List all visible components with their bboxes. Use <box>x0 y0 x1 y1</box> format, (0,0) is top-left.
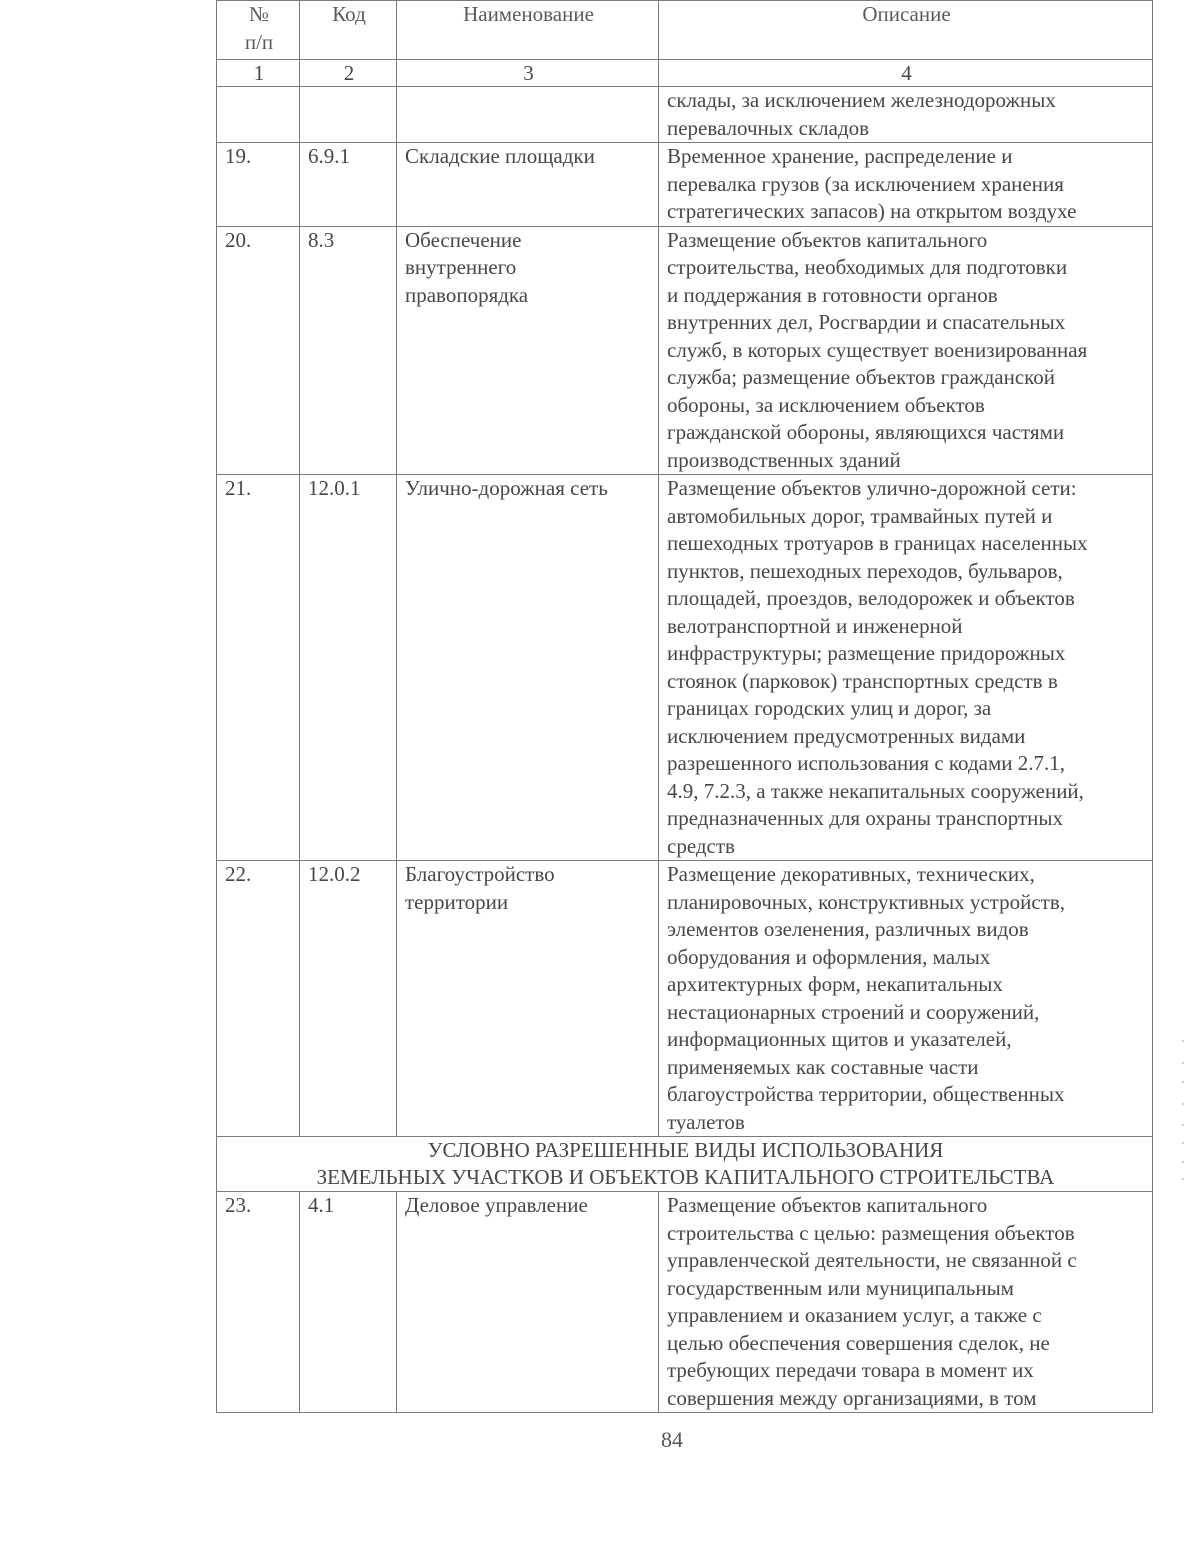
row-name: Складские площадки <box>397 143 659 227</box>
section-heading-line-2: ЗЕМЕЛЬНЫХ УЧАСТКОВ И ОБЪЕКТОВ КАПИТАЛЬНОГО СТРОИТЕЛЬСТВА <box>316 1165 1055 1189</box>
row-number: 22. <box>217 861 300 1137</box>
row-code: 12.0.1 <box>300 475 397 861</box>
table-header-row <box>217 1 1153 60</box>
header-num: № п/п <box>217 1 300 60</box>
header-description: Описание <box>659 1 1153 60</box>
table-row <box>217 861 1153 1137</box>
row-description: Размещение объектов улично-дорожной сети: автомобильных дорог, трамвайных путей и пешеходных тротуаров в границах населенных пунктов, пешеходных переходов, бульваров, площадей, проездов, велодорожек и объектов велотранспортной и инженерной инфраструктуры; размещение придорожных стоянок (парковок) транспортных средств в границах городских улиц и дорог, за исключением предусмотренных видами разрешенного использования с кодами 2.7.1, 4.9, 7.2.3, а также некапитальных сооружений, предназначенных для охраны транспортных средств <box>659 475 1153 861</box>
section-heading <box>217 1137 1153 1192</box>
row-name: Благоустройство территории <box>397 861 659 1137</box>
page-number-text: 84 <box>661 1427 683 1452</box>
column-number: 3 <box>397 60 659 87</box>
header-code: Код <box>300 1 397 60</box>
row-description: Размещение декоративных, технических, планировочных, конструктивных устройств, элементов озеленения, различных видов оборудования и оформления, малых архитектурных форм, некапитальных нестационарных строений и сооружений, информационных щитов и указателей, применяемых как составные части благоустройства территории, общественных туалетов <box>659 861 1153 1137</box>
row-description: склады, за исключением железнодорожных перевалочных складов <box>659 87 1153 143</box>
row-name <box>397 87 659 143</box>
column-number: 2 <box>300 60 397 87</box>
header-name: Наименование <box>397 1 659 60</box>
section-heading-row <box>217 1137 1153 1192</box>
row-code: 4.1 <box>300 1192 397 1413</box>
table-row <box>217 475 1153 861</box>
scan-artifact <box>1182 1040 1186 1180</box>
table-row <box>217 87 1153 143</box>
section-heading-line-1: УСЛОВНО РАЗРЕШЕННЫЕ ВИДЫ ИСПОЛЬЗОВАНИЯ <box>427 1138 944 1162</box>
row-number <box>217 87 300 143</box>
row-number: 23. <box>217 1192 300 1413</box>
row-name: Улично-дорожная сеть <box>397 475 659 861</box>
row-code: 8.3 <box>300 226 397 475</box>
row-name: Обеспечение внутреннего правопорядка <box>397 226 659 475</box>
row-description: Временное хранение, распределение и перевалка грузов (за исключением хранения стратегических запасов) на открытом воздухе <box>659 143 1153 227</box>
table-row <box>217 226 1153 475</box>
row-description: Размещение объектов капитального строительства с целью: размещения объектов управленческой деятельности, не связанной с государственным или муниципальным управлением и оказанием услуг, а также с целью обеспечения совершения сделок, не требующих передачи товара в момент их совершения между организациями, в том <box>659 1192 1153 1413</box>
table-row <box>217 1192 1153 1413</box>
land-use-table <box>216 0 1153 1413</box>
row-code: 6.9.1 <box>300 143 397 227</box>
row-number: 21. <box>217 475 300 861</box>
row-code <box>300 87 397 143</box>
column-number: 1 <box>217 60 300 87</box>
row-description: Размещение объектов капитального строительства, необходимых для подготовки и поддержания в готовности органов внутренних дел, Росгвардии и спасательных служб, в которых существует военизированная служба; размещение объектов гражданской обороны, за исключением объектов гражданской обороны, являющихся частями производственных зданий <box>659 226 1153 475</box>
row-code: 12.0.2 <box>300 861 397 1137</box>
row-number: 19. <box>217 143 300 227</box>
column-number: 4 <box>659 60 1153 87</box>
column-number-row <box>217 60 1153 87</box>
row-number: 20. <box>217 226 300 475</box>
row-name: Деловое управление <box>397 1192 659 1413</box>
table-row <box>217 143 1153 227</box>
